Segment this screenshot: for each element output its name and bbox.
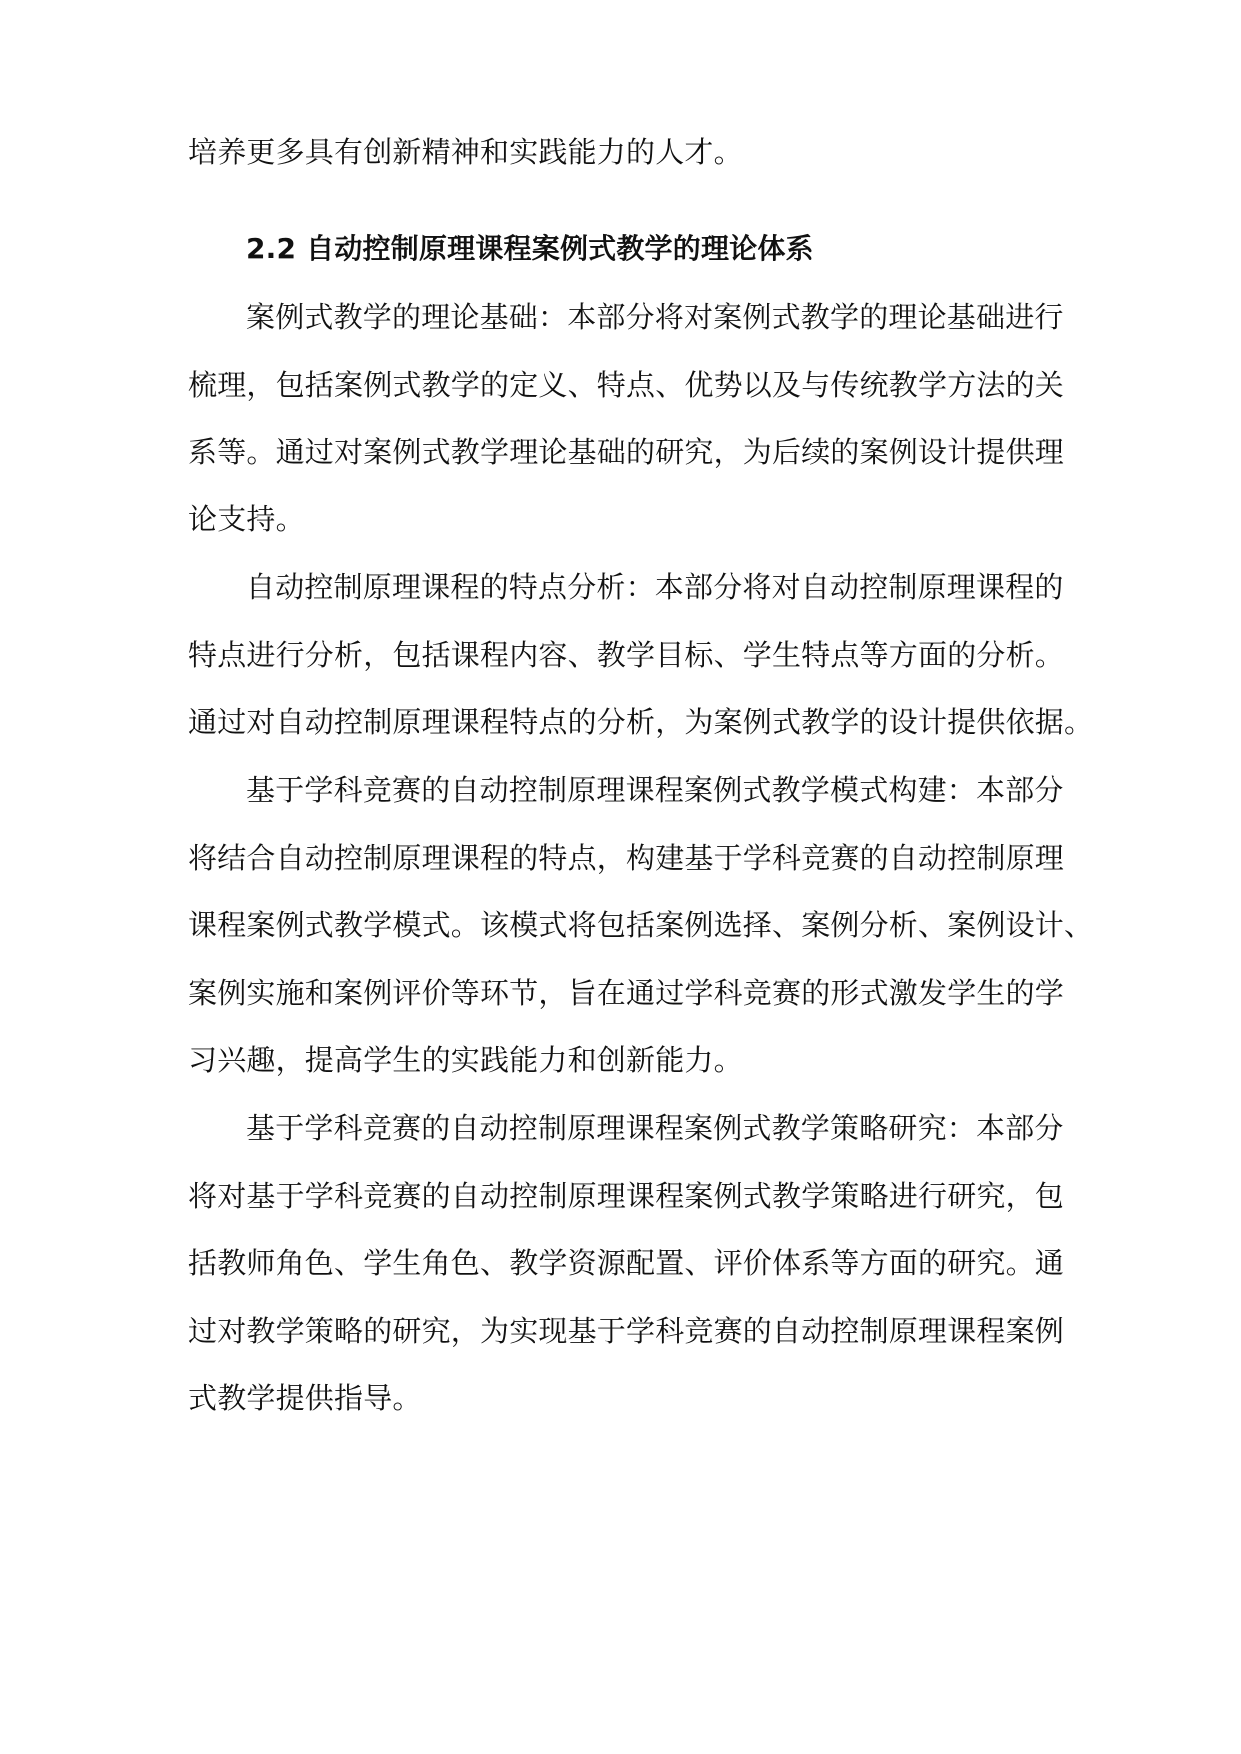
paragraph-2-line-1: 自动控制原理课程的特点分析：本部分将对自动控制原理课程的 [246, 570, 1064, 604]
paragraph-3-line-5: 习兴趣，提高学生的实践能力和创新能力。 [188, 1043, 743, 1077]
paragraph-4-line-4: 过对教学策略的研究，为实现基于学科竞赛的自动控制原理课程案例 [188, 1314, 1065, 1348]
paragraph-3-line-4: 案例实施和案例评价等环节，旨在通过学科竞赛的形式激发学生的学 [188, 976, 1065, 1010]
paragraph-continuation-line: 培养更多具有创新精神和实践能力的人才。 [188, 135, 743, 169]
paragraph-3-line-1: 基于学科竞赛的自动控制原理课程案例式教学模式构建：本部分 [246, 773, 1064, 807]
section-heading: 2.2 自动控制原理课程案例式教学的理论体系 [246, 232, 814, 265]
paragraph-2-line-2: 特点进行分析，包括课程内容、教学目标、学生特点等方面的分析。 [188, 638, 1065, 672]
paragraph-3-line-2: 将结合自动控制原理课程的特点，构建基于学科竞赛的自动控制原理 [188, 841, 1065, 875]
paragraph-1-line-3: 系等。通过对案例式教学理论基础的研究，为后续的案例设计提供理 [188, 435, 1065, 469]
paragraph-3-line-3: 课程案例式教学模式。该模式将包括案例选择、案例分析、案例设计、 [188, 908, 1094, 942]
paragraph-1-line-4: 论支持。 [188, 502, 305, 536]
paragraph-1-line-1: 案例式教学的理论基础：本部分将对案例式教学的理论基础进行 [246, 300, 1064, 334]
paragraph-4-line-3: 括教师角色、学生角色、教学资源配置、评价体系等方面的研究。通 [188, 1246, 1065, 1280]
paragraph-4-line-2: 将对基于学科竞赛的自动控制原理课程案例式教学策略进行研究，包 [188, 1179, 1065, 1213]
paragraph-1-line-2: 梳理，包括案例式教学的定义、特点、优势以及与传统教学方法的关 [188, 368, 1065, 402]
paragraph-4-line-5: 式教学提供指导。 [188, 1381, 422, 1415]
paragraph-2-line-3: 通过对自动控制原理课程特点的分析，为案例式教学的设计提供依据。 [188, 705, 1094, 739]
paragraph-4-line-1: 基于学科竞赛的自动控制原理课程案例式教学策略研究：本部分 [246, 1111, 1064, 1145]
